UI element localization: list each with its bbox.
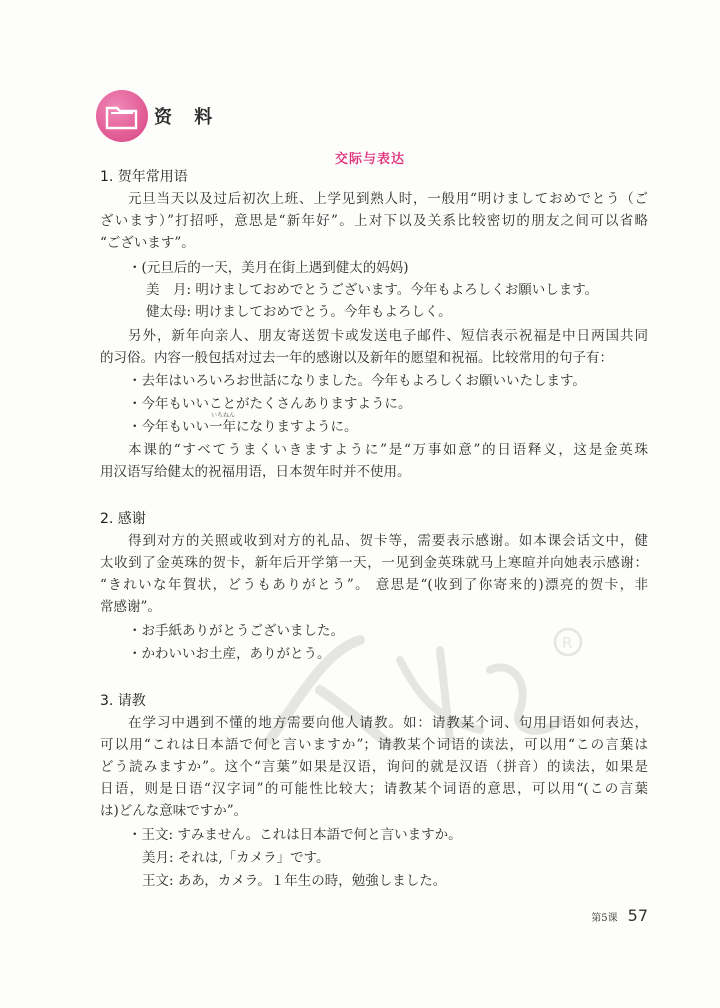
header-title: 资 料: [154, 107, 221, 128]
example-line: ・かわいいお土産，ありがとう。: [128, 646, 331, 662]
paragraph-line: 元旦当天以及过后初次上班、上学见到熟人时，一般用“明けましておめでとう（ご: [128, 191, 648, 207]
dialog-line: 美 月: 明けましておめでとうございます。今年もよろしくお願いします。: [146, 282, 599, 298]
paragraph-line: 用汉语写给健太的祝福用语，日本贺年时并不使用。: [100, 464, 411, 480]
page-footer: [591, 906, 648, 925]
paragraph-line: 的习俗。内容一般包括对过去一年的感谢以及新年的愿望和祝福。比较常用的句子有：: [100, 350, 613, 366]
paragraph-line: 太收到了金英珠的贺卡，新年后开学第一天，一见到金英珠就马上寒暄并向她表示感谢：: [100, 555, 648, 571]
example-line: ・お手紙ありがとうございました。: [128, 623, 344, 639]
dialog-line: 健太母: 明けましておめでとう。今年もよろしく。: [146, 304, 452, 320]
lesson-label: 第5课: [591, 913, 618, 924]
paragraph-line: 常感谢”。: [100, 599, 161, 615]
folder-icon: [96, 90, 148, 142]
scene-note: ・(元旦后的一天，美月在街上遇到健太的妈妈): [128, 260, 409, 276]
paragraph-line: 在学习中遇到不懂的地方需要向他人请教。如：请教某个词、句用日语如何表达，: [128, 715, 648, 731]
paragraph-line: は)どんな意味ですか”。: [100, 803, 248, 819]
paragraph-line: 另外，新年向亲人、朋友寄送贺卡或发送电子邮件、短信表示祝福是中日两国共同: [128, 328, 648, 344]
example-line: ・去年はいろいろお世話になりました。今年もよろしくお願いいたします。: [128, 373, 586, 389]
section-header: [96, 88, 220, 144]
paragraph-line: 可以用“これは日本語で何と言いますか”；请教某个词语的读法，可以用“この言葉は: [100, 737, 648, 753]
section-heading: 2. 感谢: [100, 511, 146, 527]
dialog-line: 王文: ああ，カメラ。１年生の時，勉強しました。: [142, 873, 447, 889]
dialog-line: 美月: それは,「カメラ」です。: [142, 850, 330, 866]
paragraph-line: “きれいな年賀状，どうもありがとう”。 意思是“(收到了你寄来的)漂亮的贺卡，非: [100, 577, 648, 593]
paragraph-line: ざいます）”打招呼，意思是“新年好”。上对下以及关系比较密切的朋友之间可以省略: [100, 213, 648, 229]
furigana: いちねん: [211, 412, 236, 419]
subtitle: 交际与表达: [335, 152, 406, 167]
dialog-line: ・王文: すみません。これは日本語で何と言いますか。: [128, 827, 462, 843]
example-line: ・今年もいい一年になりますように。: [128, 419, 358, 435]
section-heading: 3. 请教: [100, 693, 146, 709]
example-line: ・今年もいいことがたくさんありますように。: [128, 396, 412, 412]
paragraph-line: 本课的“すべてうまくいきますように”是“万事如意”的日语释义，这是金英珠: [128, 442, 648, 458]
section-heading: 1. 贺年常用语: [100, 169, 188, 185]
paragraph-line: 日语，则是日语“汉字词”的可能性比较大；请教某个词语的意思，可以用“(この言葉: [100, 781, 648, 797]
paragraph-line: 得到对方的关照或收到对方的礼品、贺卡等，需要表示感谢。如本课会话文中，健: [128, 533, 648, 549]
paragraph-line: “ございます”。: [100, 235, 195, 251]
paragraph-line: どう読みますか”。这个“言葉”如果是汉语，询问的就是汉语（拼音）的读法，如果是: [100, 759, 648, 775]
page-number: 57: [627, 906, 648, 925]
svg-text:R: R: [562, 634, 573, 652]
